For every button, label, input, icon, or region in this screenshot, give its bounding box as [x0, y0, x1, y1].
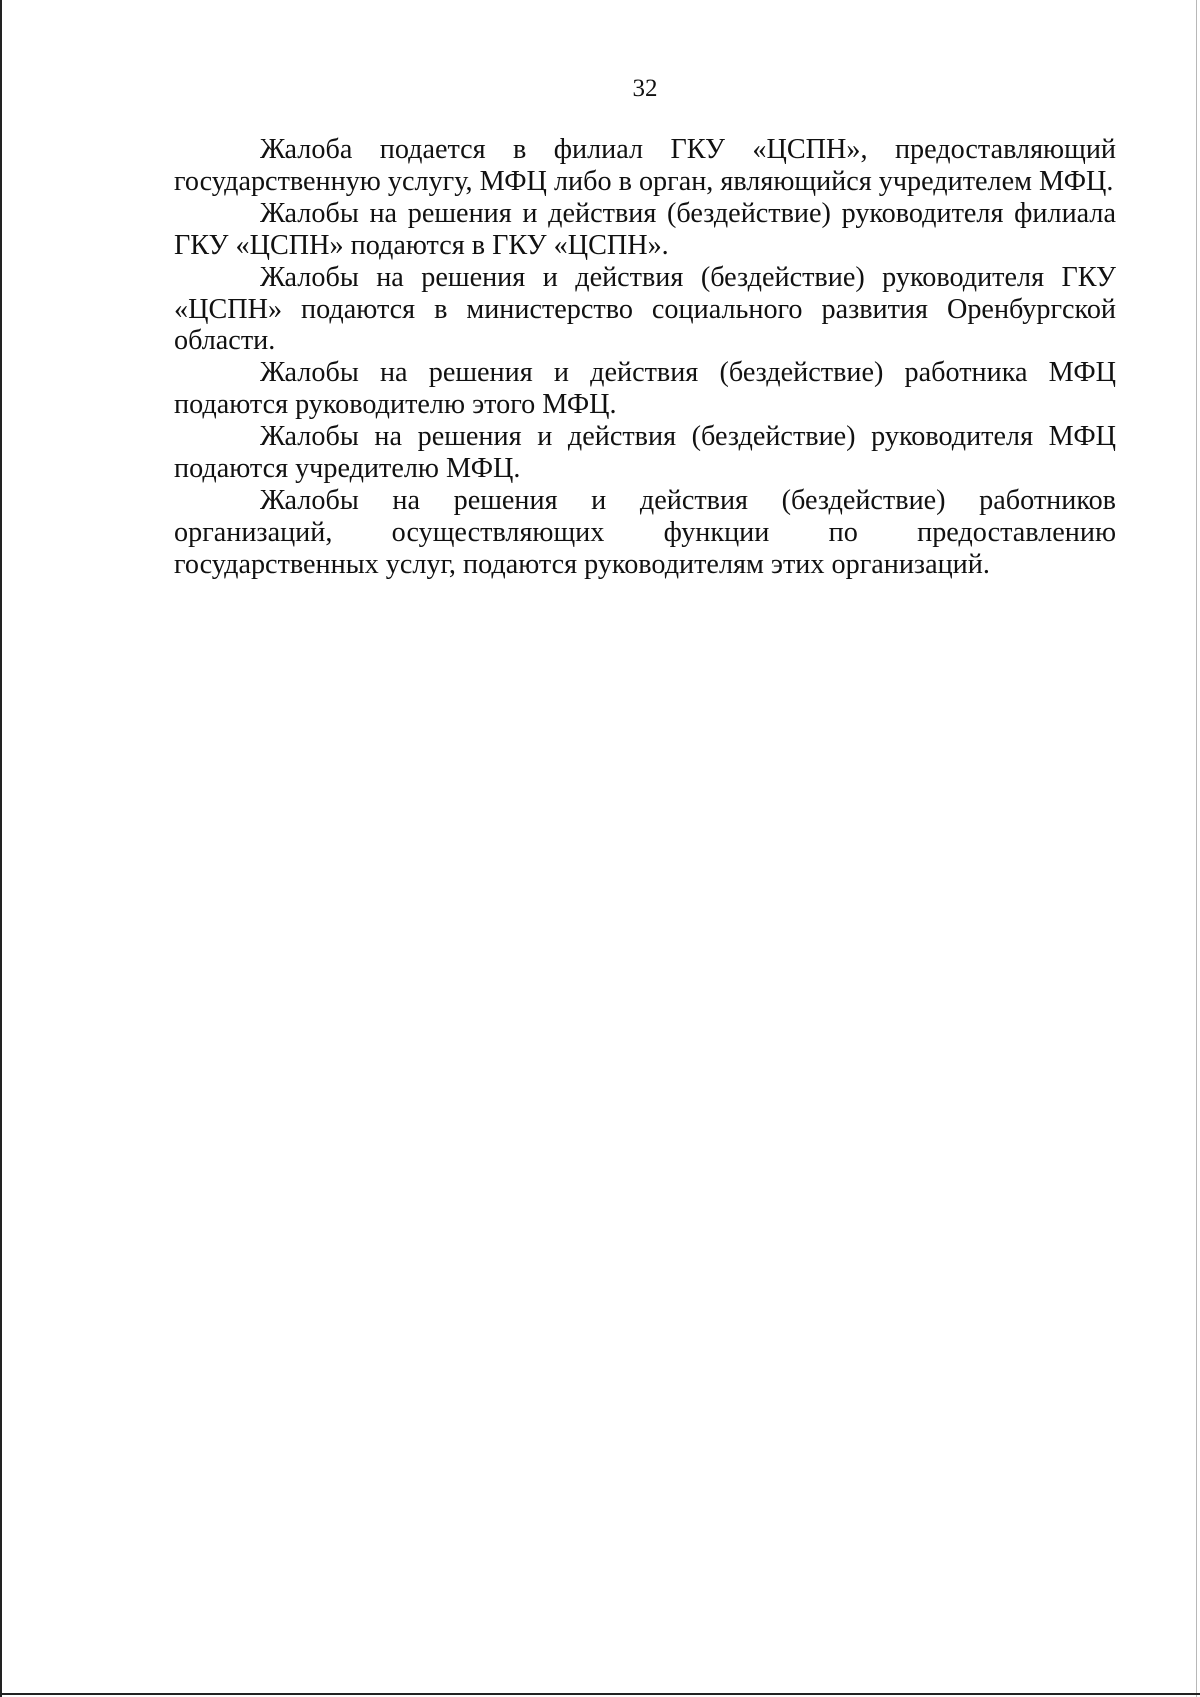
- page-number: 32: [632, 75, 658, 102]
- paragraph-mfc-employee-complaints: Жалобы на решения и действия (бездействие) работника МФЦ подаются руководителю этого МФЦ.: [174, 357, 1116, 421]
- paragraph-gku-head-complaints: Жалобы на решения и действия (бездействие) руководителя ГКУ «ЦСПН» подаются в министерство социального развития Оренбургской области.: [174, 261, 1116, 357]
- document-body: [174, 134, 1116, 581]
- scan-edge-bottom: [0, 1693, 1200, 1695]
- paragraph-branch-head-complaints: Жалобы на решения и действия (бездействие) руководителя филиала ГКУ «ЦСПН» подаются в ГКУ «ЦСПН».: [174, 197, 1116, 261]
- paragraph-organization-employee-complaints: Жалобы на решения и действия (бездействие) работников организаций, осуществляющих функции по предоставлению государственных услуг, подаются руководителям этих организаций.: [174, 484, 1116, 580]
- scan-edge-right: [1196, 0, 1197, 1697]
- scan-edge-left: [0, 0, 2, 1697]
- paragraph-complaint-filing: Жалоба подается в филиал ГКУ «ЦСПН», предоставляющий государственную услугу, МФЦ либо в орган, являющийся учредителем МФЦ.: [174, 134, 1116, 197]
- paragraph-mfc-head-complaints: Жалобы на решения и действия (бездействие) руководителя МФЦ подаются учредителю МФЦ.: [174, 421, 1116, 485]
